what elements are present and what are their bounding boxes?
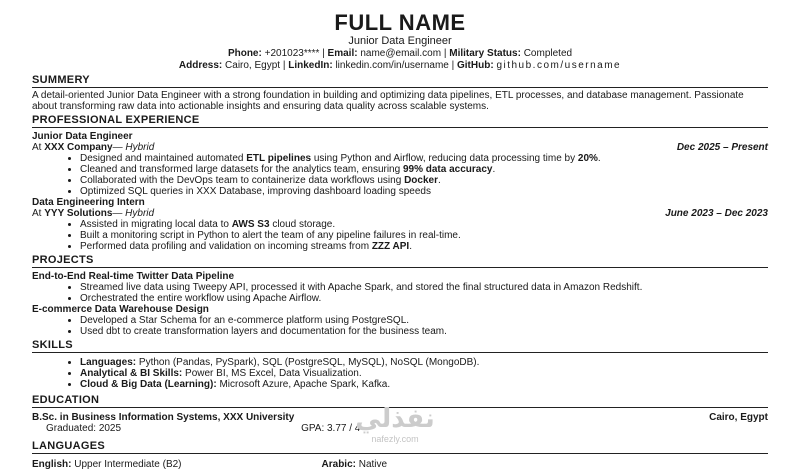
- education-heading: EDUCATION: [32, 394, 768, 408]
- military-value: Completed: [523, 48, 573, 59]
- github-link[interactable]: github.com/username: [496, 60, 622, 71]
- language-english: [32, 459, 182, 470]
- nafezly-watermark: [345, 404, 445, 460]
- project-bullets: [32, 315, 768, 337]
- list-item: • Built a monitoring script in Python to alert the team of any pipeline failures in real-time.: [80, 230, 768, 241]
- skill-label: Cloud & Big Data (Learning):: [80, 379, 217, 390]
- skill-label: Languages:: [80, 357, 137, 368]
- job-entry: [32, 197, 768, 252]
- list-item: • Used dbt to create transformation layers and documentation for the business team.: [80, 326, 768, 337]
- job-company-row: [32, 142, 768, 153]
- military-label: Military Status:: [449, 48, 521, 59]
- bold-term: 20%: [577, 153, 598, 164]
- list-item: • Collaborated with the DevOps team to containerize data workflows using Docker.: [80, 175, 768, 186]
- list-item: • Performed data profiling and validation on incoming streams from ZZZ API.: [80, 241, 768, 252]
- job-bullets: [32, 219, 768, 252]
- degree: B.Sc. in Business Information Systems, XXX University: [32, 412, 295, 423]
- job-role: Data Engineering Intern: [32, 197, 145, 208]
- linkedin-label: LinkedIn:: [288, 60, 333, 71]
- language-arabic: [322, 459, 388, 470]
- skill-value: Power BI, MS Excel, Data Visualization.: [185, 368, 362, 379]
- skill-item: [80, 357, 768, 368]
- language-label: Arabic:: [321, 459, 356, 470]
- list-item: • Streamed live data using Tweepy API, processed it with Apache Spark, and stored the final structured data in Amazon Redshift.: [80, 282, 768, 293]
- list-item: • Optimized SQL queries in XXX Database, improving dashboard loading speeds: [80, 186, 768, 197]
- graduation: Graduated: 2025: [46, 423, 122, 434]
- job-company-row: [32, 208, 768, 219]
- watermark-url: nafezly.com: [371, 434, 419, 444]
- experience-heading: PROFESSIONAL EXPERIENCE: [32, 114, 768, 128]
- bold-term: ZZZ API: [371, 241, 410, 252]
- job-bullets: [32, 153, 768, 197]
- languages-row: [32, 459, 768, 470]
- contact-line-2: Address: Cairo, Egypt | LinkedIn: linkedin.com/in/username | GitHub: github.com/username: [178, 60, 622, 71]
- linkedin-link[interactable]: linkedin.com/in/username: [335, 60, 449, 71]
- list-item: • Cleaned and transformed large datasets for the analytics team, ensuring 99% data accuracy.: [80, 164, 768, 175]
- bold-term: AWS S3: [231, 219, 270, 230]
- job-entry: [32, 131, 768, 197]
- languages-heading: LANGUAGES: [32, 440, 768, 454]
- resume-page: [32, 0, 768, 470]
- summary-heading: SUMMERY: [32, 74, 768, 88]
- address-value: Cairo, Egypt: [225, 60, 281, 71]
- email-label: Email:: [327, 48, 358, 59]
- phone-label: Phone:: [227, 48, 262, 59]
- job-at: At: [32, 208, 42, 219]
- language-level: Upper Intermediate (B2): [74, 459, 182, 470]
- full-name: FULL NAME: [334, 10, 466, 35]
- summary-text: A detail-oriented Junior Data Engineer with a strong foundation in building and optimizing data pipelines, ETL processes, and database management. Passionate about transforming raw data into actionable insights and ensuring data quality across scalable systems.: [32, 90, 744, 112]
- skill-label: Analytical & BI Skills:: [80, 368, 183, 379]
- list-item: • Orchestrated the entire workflow using Apache Airflow.: [80, 293, 768, 304]
- list-item: • Developed a Star Schema for an e-commerce platform using PostgreSQL.: [80, 315, 768, 326]
- job-company: [32, 142, 154, 153]
- list-item: • Designed and maintained automated ETL pipelines using Python and Airflow, reducing data processing time by 20%.: [80, 153, 768, 164]
- project-bullets: [32, 282, 768, 304]
- company-name: XXX Company: [44, 142, 113, 153]
- job-title: Junior Data Engineer: [348, 35, 452, 47]
- project-title: E-commerce Data Warehouse Design: [32, 304, 209, 315]
- skills-list: [32, 357, 768, 390]
- projects-heading: PROJECTS: [32, 254, 768, 268]
- skills-heading: SKILLS: [32, 339, 768, 353]
- language-label: English:: [32, 459, 72, 470]
- education-location: Cairo, Egypt: [709, 412, 768, 423]
- bold-term: 99% data accuracy: [402, 164, 493, 175]
- phone-value: +201023****: [264, 48, 320, 59]
- job-date: June 2023 – Dec 2023: [665, 208, 768, 219]
- job-date: Dec 2025 – Present: [676, 142, 768, 153]
- github-label: GitHub:: [457, 60, 494, 71]
- job-at: At: [32, 142, 42, 153]
- email-value[interactable]: name@email.com: [360, 48, 442, 59]
- contact-line-1: Phone: +201023**** | Email: name@email.com | Military Status: Completed: [227, 48, 573, 59]
- project-title: End-to-End Real-time Twitter Data Pipeline: [32, 271, 235, 282]
- gpa: GPA: 3.77 / 4: [301, 423, 361, 434]
- skill-value: Python (Pandas, PySpark), SQL (PostgreSQL, MySQL), NoSQL (MongoDB).: [138, 357, 480, 368]
- bold-term: Docker: [404, 175, 438, 186]
- language-level: Native: [358, 459, 388, 470]
- job-role: Junior Data Engineer: [32, 131, 133, 142]
- company-name: YYY Solutions: [44, 208, 113, 219]
- skill-value: Microsoft Azure, Apache Spark, Kafka.: [219, 379, 391, 390]
- address-label: Address:: [178, 60, 223, 71]
- bold-term: ETL pipelines: [246, 153, 312, 164]
- watermark-logo-text: نفذلي: [355, 404, 435, 434]
- job-company: [32, 208, 154, 219]
- skill-item: [80, 368, 768, 379]
- work-mode: — Hybrid: [112, 142, 155, 153]
- work-mode: — Hybrid: [112, 208, 155, 219]
- list-item: • Assisted in migrating local data to AWS S3 cloud storage.: [80, 219, 768, 230]
- skill-item: [80, 379, 768, 390]
